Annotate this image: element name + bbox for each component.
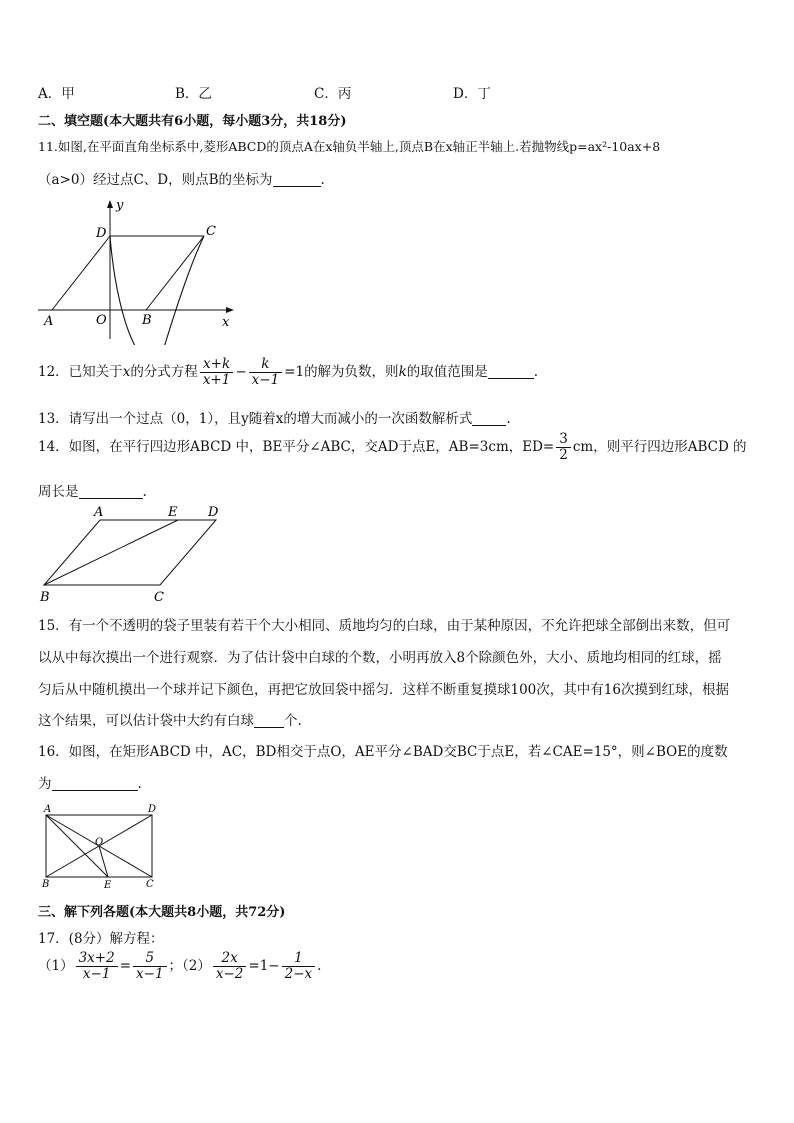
option-a: A．甲 (38, 86, 75, 102)
q12-line (38, 357, 538, 388)
q12-post: 的解为负数，则 (304, 364, 399, 380)
q12-minus: − (235, 364, 247, 380)
q11-answer-blank (273, 172, 321, 187)
q11-label-a: A (44, 314, 54, 329)
q17-equations (38, 951, 321, 982)
q17-c-den: x−2 (215, 966, 244, 982)
q17-frac-b (133, 951, 167, 982)
q17-c-num: 2x (213, 951, 247, 967)
q14-label-a: A (94, 505, 104, 520)
option-c: C．丙 (314, 86, 352, 102)
q17-b-num: 5 (133, 951, 167, 967)
q15-answer-blank (254, 713, 284, 728)
q11-label-x: x (222, 315, 230, 330)
q17-sep: ；（2） (168, 958, 211, 974)
q12-f1-den: x+1 (202, 372, 231, 388)
q11-line2 (38, 168, 325, 188)
q12-mid: 的分式方程 (130, 364, 198, 380)
q11-end: . (320, 172, 325, 188)
q17-part1-label: （1） (38, 958, 74, 974)
q17-end: . (317, 958, 322, 974)
q16-answer-blank (52, 776, 138, 791)
q11-label-d: D (96, 226, 107, 241)
q14-frac-num: 3 (556, 432, 571, 448)
q13-text: 13．请写出一个过点（0，1），且y随着x的增大而减小的一次函数解析式 (38, 411, 473, 427)
q14-frac-den: 2 (559, 447, 568, 463)
q14-answer-blank (79, 484, 143, 499)
q16-label-d: D (148, 804, 157, 815)
q14-parallelogram (44, 520, 216, 585)
q11-label-o: O (96, 313, 107, 328)
q15-line2: 以从中每次摸出一个进行观察．为了估计袋中白球的个数，小明再放入8个除颜色外，大小、质地均相同的红球，摇 (38, 650, 722, 666)
q17-d-den: 2−x (284, 966, 313, 982)
q16-label-o: O (95, 837, 104, 848)
q12-fraction-1 (200, 357, 234, 388)
q15-end: 个. (284, 713, 302, 729)
q14-label-d: D (208, 505, 219, 520)
q17-eq2: =1− (248, 958, 280, 974)
q12-post2: 的取值范围是 (406, 364, 488, 380)
q13-end: . (506, 411, 511, 427)
q12-f2-num: k (249, 357, 283, 373)
q16-label-b: B (42, 879, 50, 890)
q12-var-x: x (122, 364, 131, 380)
q15-line1: 15．有一个不透明的袋子里装有若干个大小相同、质地均匀的白球，由于某种原因，不允许把球全部倒出来数，但可 (38, 618, 731, 634)
q12-f1-num: x+k (200, 357, 234, 373)
q17-frac-d (282, 951, 316, 982)
q12-fraction-2 (249, 357, 283, 388)
q15-line3: 匀后从中随机摸出一个球并记下颜色，再把它放回袋中摇匀．这样不断重复摸球100次，其中有16次摸到红球，根据 (38, 682, 729, 698)
q12-var-k: k (398, 364, 407, 380)
q15-text: 这个结果，可以估计袋中大约有白球 (38, 713, 254, 729)
section-2-heading: 二、填空题(本大题共有6小题，每小题3分，共18分) (38, 114, 347, 129)
q17-head: 17．(8分）解方程： (38, 931, 164, 947)
q14-fraction (556, 432, 571, 463)
q16-label-a: A (44, 804, 52, 815)
q11-label-c: C (206, 224, 216, 239)
q14-pre: 14．如图，在平行四边形ABCD 中，BE平分∠ABC，交AD于点E，AB=3cm，ED= (38, 439, 555, 455)
q14-label-e: E (168, 505, 178, 520)
q11-x-arrow (226, 307, 234, 313)
q12-eq: =1 (284, 364, 305, 380)
q11-label-b: B (142, 313, 152, 328)
q14-label-c: C (154, 590, 164, 605)
q11-side-cb (146, 236, 204, 310)
q12-f2-den: x−1 (251, 372, 280, 388)
q14-line1 (38, 432, 747, 463)
q11-text: （a>0）经过点C、D，则点B的坐标为 (38, 172, 273, 188)
q16-label-c: C (146, 879, 154, 890)
option-b: B．乙 (175, 86, 212, 102)
q11-y-arrow (107, 200, 113, 208)
q16-line1: 16．如图，在矩形ABCD 中，AC，BD相交于点O，AE平分∠BAD交BC于点E，若∠CAE=15°，则∠BOE的度数 (38, 744, 728, 760)
q14-segment-be (44, 520, 178, 585)
q14-post: cm，则平行四边形ABCD 的 (572, 439, 747, 455)
q17-frac-c (213, 951, 247, 982)
q17-a-num: 3x+2 (76, 951, 118, 967)
q14-line2-text: 周长是 (38, 484, 79, 500)
q16-end: . (137, 776, 142, 792)
q17-d-num: 1 (282, 951, 316, 967)
q14-end: . (142, 484, 147, 500)
q17-b-den: x−1 (136, 966, 164, 982)
q17-a-den: x−1 (82, 966, 111, 982)
q11-parabola (110, 236, 204, 345)
q15-line4 (38, 709, 302, 729)
q13-answer-blank (472, 411, 506, 426)
q16-line2 (38, 772, 142, 792)
section-3-heading: 三、解下列各题(本大题共8小题，共72分) (38, 905, 286, 920)
q11-label-y: y (116, 198, 124, 213)
q11-side-ad (52, 236, 110, 310)
q12-end: . (533, 364, 539, 380)
q14-figure (34, 503, 234, 607)
q12-answer-blank (488, 364, 534, 379)
q16-label-e: E (104, 880, 112, 891)
q11-line1: 11.如图,在平面直角坐标系中,菱形ABCD的顶点A在x轴负半轴上,顶点B在x轴正半轴上.若抛物线p=ax²-10ax+8 (38, 139, 661, 154)
q14-label-b: B (40, 590, 50, 605)
q11-figure (34, 195, 239, 345)
q16-text: 为 (38, 776, 52, 792)
q17-frac-a (76, 951, 118, 982)
q17-eq1: = (119, 958, 132, 974)
q12-pre: 12．已知关于 (38, 364, 123, 380)
option-d: D．丁 (453, 86, 491, 102)
q13-line (38, 407, 511, 427)
q14-line2 (38, 480, 147, 500)
q16-figure (38, 801, 168, 893)
